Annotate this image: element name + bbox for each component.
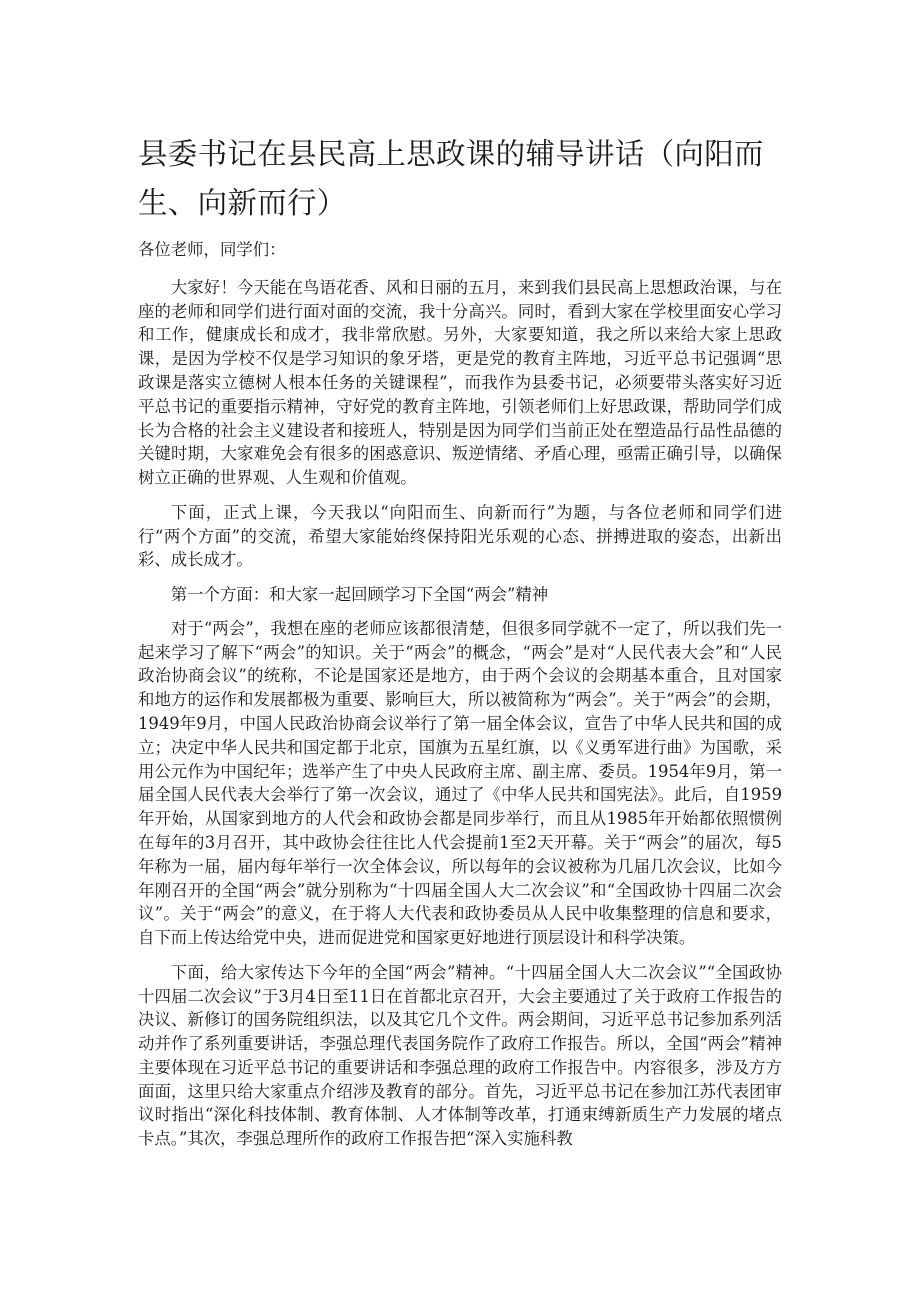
document-body (138, 238, 782, 1162)
paragraph-two-sessions-knowledge: 对于“两会”，我想在座的老师应该都很清楚，但很多同学就不一定了，所以我们先一起来学习了解下“两会”的知识。关于“两会”的概念，“两会”是对“人民代表大会”和“人民政治协商会议”的统称，不论是国家还是地方，由于两个会议的会期基本重合，且对国家和地方的运作和发展都极为重要、影响巨大，所以被简称为“两会”。关于“两会”的会期，1949年9月，中国人民政治协商会议举行了第一届全体会议，宣告了中华人民共和国的成立；决定中华人民共和国定都于北京，国旗为五星红旗，以《义勇军进行曲》为国歌，采用公元作为中国纪年；选举产生了中央人民政府主席、副主席、委员。1954年9月，第一届全国人民代表大会举行了第一次会议，通过了《中华人民共和国宪法》。此后，自1959年开始，从国家到地方的人代会和政协会都是同步举行，而且从1985年开始都依照惯例在每年的3月召开，其中政协会往往比人代会提前1至2天开幕。关于“两会”的届次，每5年称为一届，届内每年举行一次全体会议，所以每年的会议被称为几届几次会议，比如今年刚召开的全国“两会”就分别称为“十四届全国人大二次会议”和“全国政协十四届二次会议”。关于“两会”的意义，在于将人大代表和政协委员从人民中收集整理的信息和要求，自下而上传达给党中央，进而促进党和国家更好地进行顶层设计和科学决策。 (138, 618, 782, 948)
section-heading: 第一个方面：和大家一起回顾学习下全国“两会”精神 (170, 584, 549, 604)
paragraph-intro: 下面，正式上课，今天我以“向阳而生、向新而行”为题，与各位老师和同学们进行“两个方面”的交流，希望大家能始终保持阳光乐观的心态、拼搏进取的姿态，出新出彩、成长成才。 (138, 502, 782, 570)
salutation: 各位老师，同学们： (138, 240, 286, 259)
paragraph-opening: 大家好！今天能在鸟语花香、风和日丽的五月，来到我们县民高上思想政治课，与在座的老师和同学们进行面对面的交流，我十分高兴。同时，看到大家在学校里面安心学习和工作，健康成长和成才，我非常欣慰。另外，大家要知道，我之所以来给大家上思政课，是因为学校不仅是学习知识的象牙塔，更是党的教育主阵地，习近平总书记强调“思政课是落实立德树人根本任务的关键课程”，而我作为县委书记，必须要带头落实好习近平总书记的重要指示精神，守好党的教育主阵地，引领老师们上好思政课，帮助同学们成长为合格的社会主义建设者和接班人，特别是因为同学们当前正处在塑造品行品性品德的关键时期，大家难免会有很多的困惑意识、叛逆情绪、矛盾心理，亟需正确引导，以确保树立正确的世界观、人生观和价值观。 (138, 277, 782, 488)
page-title: 县委书记在县民高上思政课的辅导讲话（向阳而生、向新而行） (138, 137, 764, 220)
paragraph-two-sessions-spirit: 下面，给大家传达下今年的全国“两会”精神。“十四届全国人大二次会议”“全国政协十四届二次会议”于3月4日至11日在首都北京召开，大会主要通过了关于政府工作报告的决议、新修订的国务院组织法，以及其它几个文件。两会期间，习近平总书记参加系列活动并作了系列重要讲话，李强总理代表国务院作了政府工作报告。所以，全国“两会”精神主要体现在习近平总书记的重要讲话和李强总理的政府工作报告中。内容很多，涉及方方面面，这里只给大家重点介绍涉及教育的部分。首先，习近平总书记在参加江苏代表团审议时指出“深化科技体制、教育体制、人才体制等改革，打通束缚新质生产力发展的堵点卡点。”其次，李强总理所作的政府工作报告把“深入实施科教 (138, 962, 782, 1149)
